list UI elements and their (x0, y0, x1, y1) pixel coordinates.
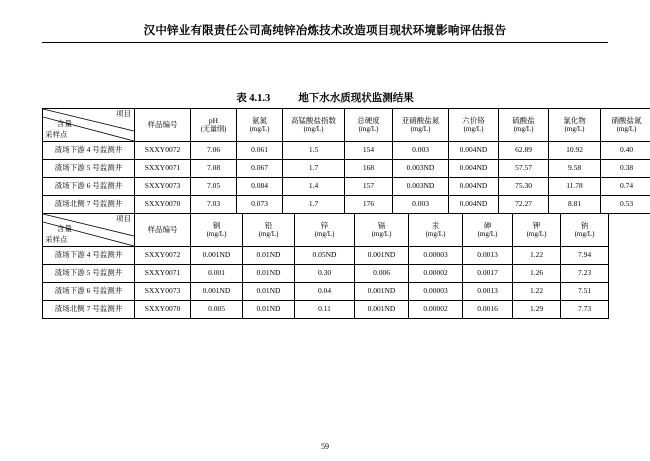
cell-permanganate-index: 1.5 (283, 142, 345, 160)
cell-arsenic: 0.0013 (463, 283, 513, 301)
cell-chloride: 8.81 (549, 196, 601, 214)
table-header-row (43, 214, 609, 247)
row-site-label: 渣场下游 6 号监测井 (43, 178, 135, 196)
cell-ammonia-nitrogen: 0.084 (237, 178, 283, 196)
column-header-name: 总硬度 (357, 115, 380, 125)
table-row (43, 283, 609, 301)
groundwater-quality-table-part2 (42, 213, 609, 319)
corner-label-item: 项目 (116, 109, 131, 118)
cell-ammonia-nitrogen: 0.061 (237, 142, 283, 160)
row-site-label: 渣场下游 4 号监测井 (43, 247, 135, 265)
cell-nitrite-nitrogen: 0.003ND (393, 160, 449, 178)
column-header-name: 钠 (580, 220, 589, 230)
column-header-name: 钾 (532, 220, 541, 230)
column-header-lead (243, 214, 295, 247)
cell-copper: 0.001ND (191, 247, 243, 265)
corner-label-point: 采样点 (45, 235, 68, 245)
cell-mercury: 0.00003 (409, 283, 463, 301)
column-header-name: 汞 (431, 220, 440, 230)
cell-sample-id: SXXY0072 (135, 142, 191, 160)
column-header-unit: (mg/L) (314, 230, 335, 239)
corner-header-cell (43, 109, 135, 142)
cell-sulfate: 72.27 (499, 196, 549, 214)
column-header-unit: (mg/L) (371, 230, 392, 239)
cell-nitrite-nitrogen: 0.003 (393, 142, 449, 160)
corner-header-cell (43, 214, 135, 247)
column-header-sample-id (135, 109, 191, 142)
column-header-sample-id (135, 214, 191, 247)
column-header-unit: (无量纲) (200, 125, 227, 134)
cell-chloride: 10.92 (549, 142, 601, 160)
cell-chloride: 11.78 (549, 178, 601, 196)
cell-cadmium: 0.006 (355, 265, 409, 283)
column-header-name: 硝酸盐氮 (611, 115, 642, 125)
cell-permanganate-index: 1.7 (283, 196, 345, 214)
column-header-name: 氯化物 (563, 115, 586, 125)
cell-potassium: 1.29 (513, 301, 561, 319)
cell-potassium: 1.22 (513, 283, 561, 301)
column-header-unit: (mg/L) (258, 230, 279, 239)
row-site-label: 渣场下游 6 号监测井 (43, 283, 135, 301)
cell-sulfate: 62.89 (499, 142, 549, 160)
table-header-row (43, 109, 650, 142)
column-header-ph (191, 109, 237, 142)
column-header-unit: (mg/L) (206, 230, 227, 239)
cell-sodium: 7.73 (561, 301, 609, 319)
column-header-hexavalent-chromium (449, 109, 499, 142)
cell-total-hardness: 154 (345, 142, 393, 160)
column-header-unit: (mg/L) (513, 125, 534, 134)
cell-sodium: 7.51 (561, 283, 609, 301)
cell-hexavalent-chromium: 0.004ND (449, 196, 499, 214)
column-header-name: 样品编号 (147, 119, 178, 129)
column-header-ammonia-nitrogen (237, 109, 283, 142)
column-header-copper (191, 214, 243, 247)
column-header-name: 锌 (320, 220, 329, 230)
cell-copper: 0.005 (191, 301, 243, 319)
row-site-label: 渣场下游 5 号监测井 (43, 160, 135, 178)
cell-arsenic: 0.0017 (463, 265, 513, 283)
cell-ph: 7.05 (191, 178, 237, 196)
column-header-unit: (mg/L) (249, 125, 270, 134)
column-header-total-hardness (345, 109, 393, 142)
corner-label-content: 含量 (57, 224, 72, 233)
cell-cadmium: 0.001ND (355, 283, 409, 301)
column-header-name: 铜 (212, 220, 221, 230)
column-header-unit: (mg/L) (574, 230, 595, 239)
table-caption-number: 表 4.1.3 (236, 93, 271, 104)
column-header-chloride (549, 109, 601, 142)
cell-sample-id: SXXY0071 (135, 265, 191, 283)
cell-total-hardness: 168 (345, 160, 393, 178)
cell-permanganate-index: 1.4 (283, 178, 345, 196)
column-header-name: 高锰酸盐指数 (291, 115, 336, 125)
cell-lead: 0.01ND (243, 247, 295, 265)
column-header-unit: (mg/L) (410, 125, 431, 134)
cell-total-hardness: 176 (345, 196, 393, 214)
cell-ammonia-nitrogen: 0.073 (237, 196, 283, 214)
groundwater-quality-table-part1 (42, 108, 650, 214)
column-header-potassium (513, 214, 561, 247)
column-header-mercury (409, 214, 463, 247)
table-caption-text: 地下水水质现状监测结果 (298, 93, 414, 104)
header-divider (42, 42, 608, 43)
table-row (43, 178, 650, 196)
cell-zinc: 0.30 (295, 265, 355, 283)
cell-permanganate-index: 1.7 (283, 160, 345, 178)
cell-cadmium: 0.001ND (355, 247, 409, 265)
cell-arsenic: 0.0013 (463, 247, 513, 265)
table-row (43, 196, 650, 214)
cell-ammonia-nitrogen: 0.067 (237, 160, 283, 178)
cell-zinc: 0.11 (295, 301, 355, 319)
column-header-sulfate (499, 109, 549, 142)
cell-cadmium: 0.001ND (355, 301, 409, 319)
column-header-name: 硫酸盐 (512, 115, 535, 125)
cell-sample-id: SXXY0071 (135, 160, 191, 178)
cell-total-hardness: 157 (345, 178, 393, 196)
cell-potassium: 1.22 (513, 247, 561, 265)
column-header-cadmium (355, 214, 409, 247)
column-header-unit: (mg/L) (425, 230, 446, 239)
cell-arsenic: 0.0016 (463, 301, 513, 319)
cell-sulfate: 57.57 (499, 160, 549, 178)
table-row (43, 160, 650, 178)
cell-nitrate-nitrogen: 0.38 (601, 160, 650, 178)
page-number: 59 (321, 442, 329, 451)
cell-sample-id: SXXY0072 (135, 247, 191, 265)
cell-copper: 0.001ND (191, 283, 243, 301)
cell-hexavalent-chromium: 0.004ND (449, 142, 499, 160)
column-header-unit: (mg/L) (526, 230, 547, 239)
column-header-unit: (mg/L) (303, 125, 324, 134)
column-header-sodium (561, 214, 609, 247)
column-header-name: 镉 (377, 220, 386, 230)
cell-nitrate-nitrogen: 0.40 (601, 142, 650, 160)
cell-copper: 0.001 (191, 265, 243, 283)
column-header-unit: (mg/L) (358, 125, 379, 134)
column-header-unit: (mg/L) (564, 125, 585, 134)
cell-sample-id: SXXY0070 (135, 196, 191, 214)
column-header-arsenic (463, 214, 513, 247)
cell-lead: 0.01ND (243, 301, 295, 319)
cell-zinc: 0.05ND (295, 247, 355, 265)
table-row (43, 142, 650, 160)
cell-hexavalent-chromium: 0.004ND (449, 160, 499, 178)
table-row (43, 247, 609, 265)
cell-nitrite-nitrogen: 0.003 (393, 196, 449, 214)
column-header-name: 六价铬 (462, 115, 485, 125)
column-header-zinc (295, 214, 355, 247)
row-site-label: 渣场下游 5 号监测井 (43, 265, 135, 283)
cell-mercury: 0.00003 (409, 247, 463, 265)
corner-label-content: 含量 (57, 119, 72, 128)
column-header-name: 氨氮 (252, 115, 267, 125)
column-header-unit: (mg/L) (616, 125, 637, 134)
corner-label-point: 采样点 (45, 130, 68, 140)
cell-sample-id: SXXY0070 (135, 301, 191, 319)
cell-potassium: 1.26 (513, 265, 561, 283)
document-header-title: 汉中锌业有限责任公司高纯锌冶炼技术改造项目现状环境影响评估报告 (143, 25, 507, 37)
corner-label-item: 项目 (116, 214, 131, 223)
cell-nitrite-nitrogen: 0.003ND (393, 178, 449, 196)
cell-zinc: 0.04 (295, 283, 355, 301)
cell-ph: 7.08 (191, 160, 237, 178)
table-row (43, 265, 609, 283)
column-header-nitrate-nitrogen (601, 109, 650, 142)
column-header-name: 样品编号 (147, 224, 178, 234)
cell-sodium: 7.94 (561, 247, 609, 265)
cell-nitrate-nitrogen: 0.53 (601, 196, 650, 214)
row-site-label: 渣场北侧 7 号监测井 (43, 301, 135, 319)
cell-lead: 0.01ND (243, 283, 295, 301)
cell-ph: 7.03 (191, 196, 237, 214)
column-header-unit: (mg/L) (477, 230, 498, 239)
cell-sodium: 7.23 (561, 265, 609, 283)
column-header-permanganate-index (283, 109, 345, 142)
row-site-label: 渣场下游 4 号监测井 (43, 142, 135, 160)
column-header-name: 砷 (483, 220, 492, 230)
cell-sample-id: SXXY0073 (135, 178, 191, 196)
column-header-nitrite-nitrogen (393, 109, 449, 142)
cell-lead: 0.01ND (243, 265, 295, 283)
cell-chloride: 9.58 (549, 160, 601, 178)
cell-mercury: 0.00002 (409, 301, 463, 319)
table-row (43, 301, 609, 319)
cell-mercury: 0.00002 (409, 265, 463, 283)
cell-ph: 7.06 (191, 142, 237, 160)
cell-hexavalent-chromium: 0.004ND (449, 178, 499, 196)
cell-sample-id: SXXY0073 (135, 283, 191, 301)
column-header-name: 亚硝酸盐氮 (401, 115, 440, 125)
cell-sulfate: 75.30 (499, 178, 549, 196)
table-caption (0, 90, 650, 105)
column-header-name: 铅 (264, 220, 273, 230)
row-site-label: 渣场北侧 7 号监测井 (43, 196, 135, 214)
column-header-name: pH (208, 115, 219, 125)
column-header-unit: (mg/L) (463, 125, 484, 134)
cell-nitrate-nitrogen: 0.74 (601, 178, 650, 196)
